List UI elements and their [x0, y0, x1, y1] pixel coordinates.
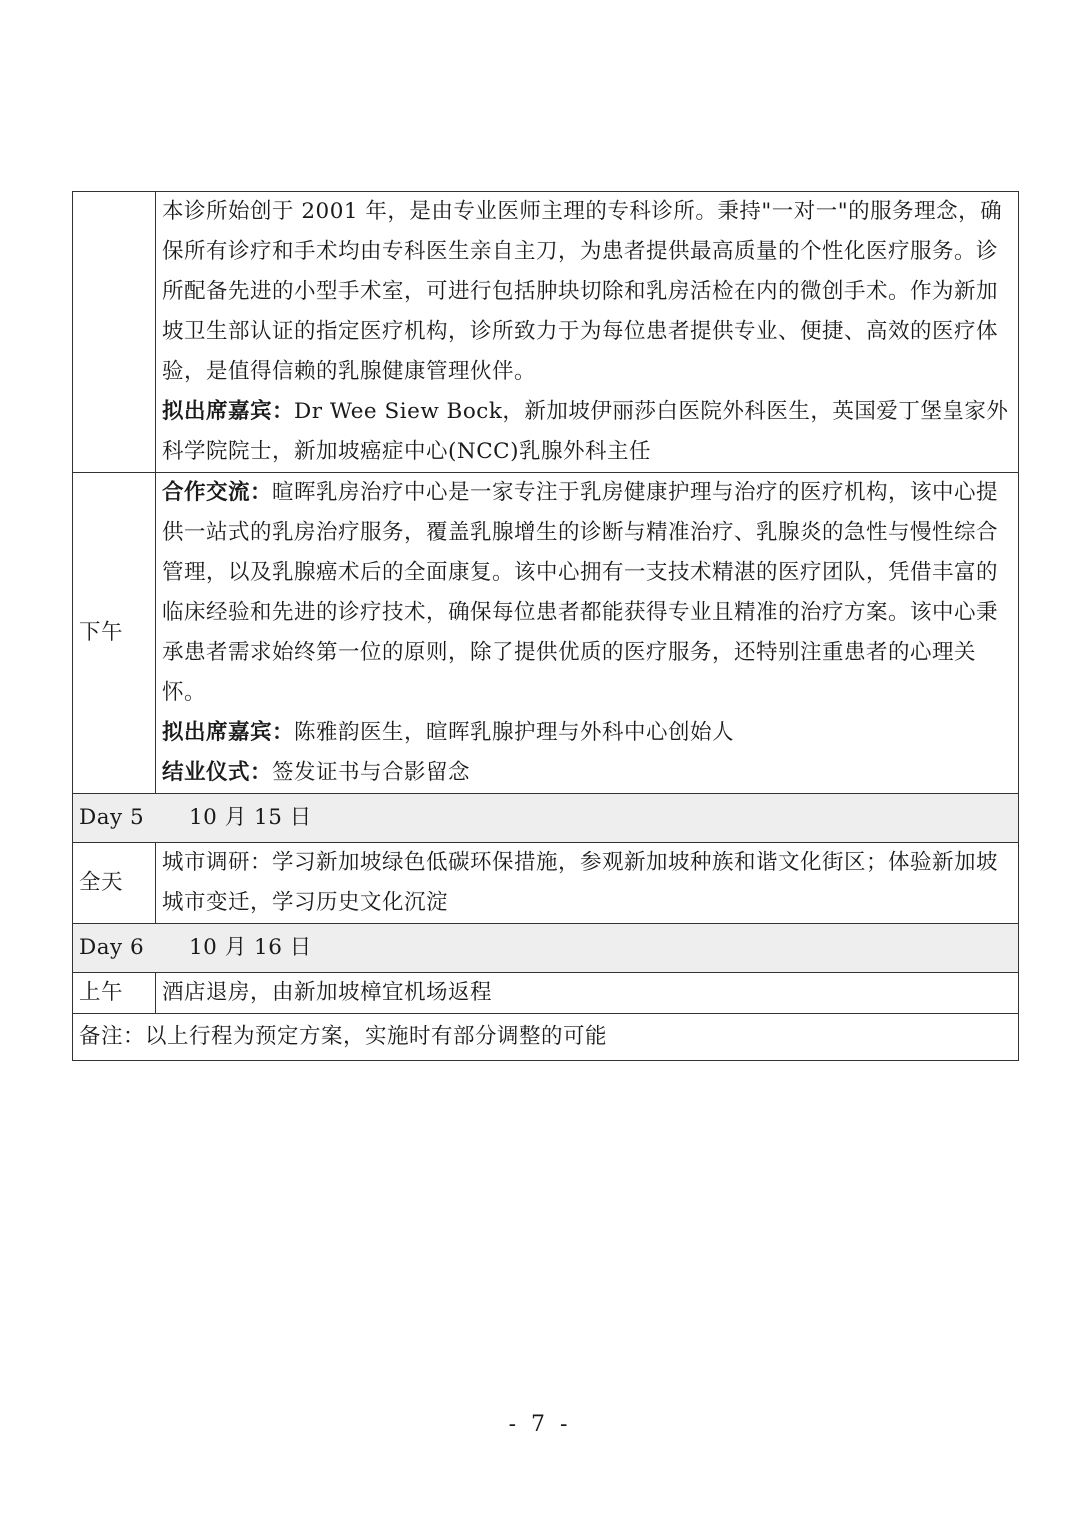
exchange-paragraph [162, 473, 1018, 713]
afternoon-guest-text: 陈雅韵医生，暄晖乳腺护理与外科中心创始人 [294, 720, 735, 745]
afternoon-guest [162, 713, 1018, 753]
day5-cell [73, 794, 1019, 843]
day5-label: Day 5 [79, 805, 145, 830]
morning-content-cell: 酒店退房，由新加坡樟宜机场返程 [156, 973, 1019, 1014]
clinic-guest-text: Dr Wee Siew Bock，新加坡伊丽莎白医院外科医生，英国爱丁堡皇家外科学院院士，新加坡癌症中心(NCC)乳腺外科主任 [162, 399, 1009, 464]
day6-date: 10 月 16 日 [189, 935, 312, 960]
afternoon-guest-label: 拟出席嘉宾： [162, 720, 295, 745]
exchange-text: 暄晖乳房治疗中心是一家专注于乳房健康护理与治疗的医疗机构，该中心提供一站式的乳房治疗服务，覆盖乳腺增生的诊断与精准治疗、乳腺炎的急性与慢性综合管理，以及乳腺癌术后的全面康复。该中心拥有一支技术精湛的医疗团队，凭借丰富的临床经验和先进的诊疗技术，确保每位患者都能获得专业且精准的治疗方案。该中心秉承患者需求始终第一位的原则，除了提供优质的医疗服务，还特别注重患者的心理关怀。 [162, 480, 999, 705]
itinerary-table [72, 191, 1019, 1061]
note-cell: 备注：以上行程为预定方案，实施时有部分调整的可能 [73, 1014, 1019, 1061]
ceremony-label: 结业仪式： [162, 760, 273, 785]
clinic-guest [162, 392, 1018, 472]
clinic-time-cell [73, 192, 156, 473]
morning-time-cell: 上午 [73, 973, 156, 1014]
exchange-label: 合作交流： [162, 480, 273, 505]
morning-row [73, 973, 1019, 1014]
day5-row [73, 794, 1019, 843]
ceremony [162, 753, 1018, 793]
ceremony-text: 签发证书与合影留念 [272, 760, 471, 785]
day6-label: Day 6 [79, 935, 145, 960]
day6-row [73, 924, 1019, 973]
day5-date: 10 月 15 日 [189, 805, 312, 830]
day6-cell [73, 924, 1019, 973]
fullday-time-cell: 全天 [73, 843, 156, 924]
afternoon-row [73, 473, 1019, 794]
fullday-content-cell: 城市调研：学习新加坡绿色低碳环保措施，参观新加坡种族和谐文化街区；体验新加坡城市变迁，学习历史文化沉淀 [156, 843, 1019, 924]
fullday-row [73, 843, 1019, 924]
clinic-row [73, 192, 1019, 473]
clinic-description: 本诊所始创于 2001 年，是由专业医师主理的专科诊所。秉持"一对一"的服务理念，确保所有诊疗和手术均由专科医生亲自主刀，为患者提供最高质量的个性化医疗服务。诊所配备先进的小型手术室，可进行包括肿块切除和乳房活检在内的微创手术。作为新加坡卫生部认证的指定医疗机构，诊所致力于为每位患者提供专业、便捷、高效的医疗体验，是值得信赖的乳腺健康管理伙伴。 [162, 199, 1003, 384]
page-number: - 7 - [508, 1412, 572, 1437]
clinic-guest-label: 拟出席嘉宾： [162, 399, 295, 424]
clinic-content-cell [156, 192, 1019, 473]
afternoon-content-cell [156, 473, 1019, 794]
afternoon-time-cell: 下午 [73, 473, 156, 794]
note-row [73, 1014, 1019, 1061]
